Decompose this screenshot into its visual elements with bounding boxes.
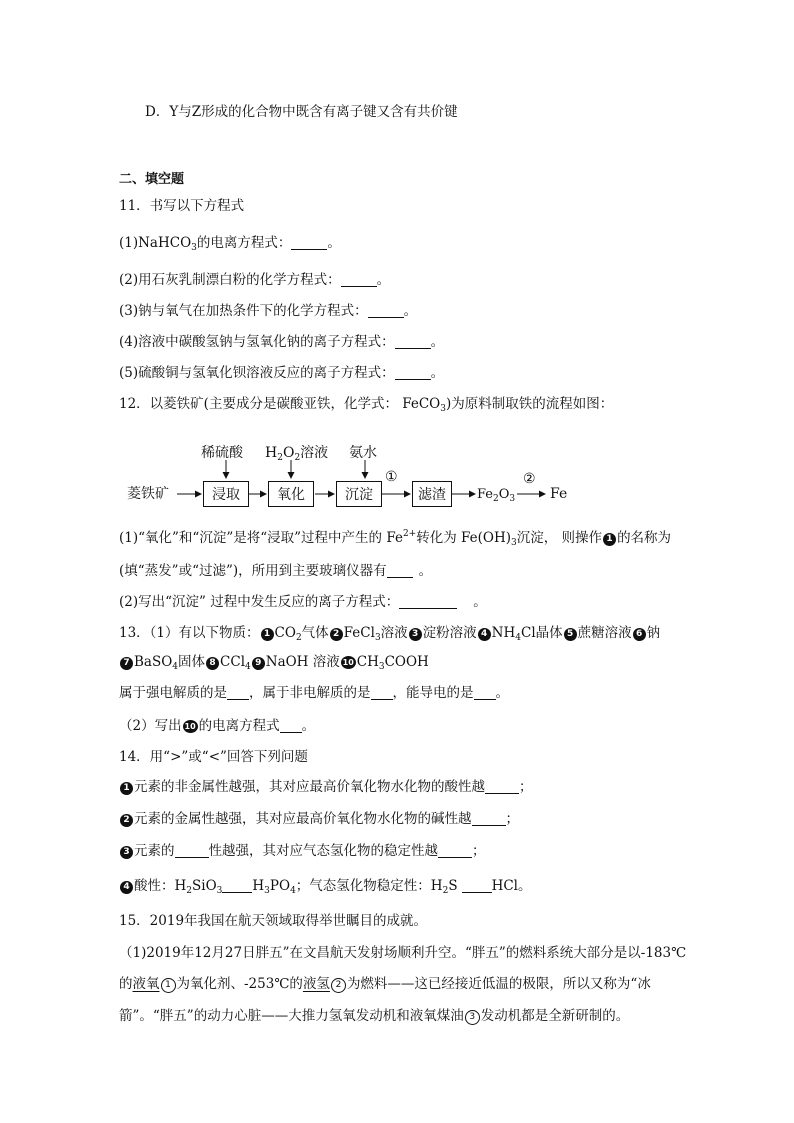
q13-substances-line2: 7 BaSO$_4$固体 8 CCl$_4$ 9 NaOH 溶液 10 $CH_3COOH$ <box>119 652 429 672</box>
q14-title: 14．用“>”或“<”回答下列问题 <box>119 749 308 765</box>
process-flow-diagram <box>125 440 585 510</box>
q11-item-3: (3)钠与氧气在加热条件下的化学方程式： 。 <box>119 303 418 319</box>
answer-blank[interactable] <box>462 878 492 893</box>
q15-line1: （1)2019年12月27日胖五”在文昌航天发射场顺利升空。“胖五”的燃料系统大部分是以-183℃ <box>119 945 687 961</box>
q11-item-5: (5)硫酸铜与氢氧化钡溶液反应的离子方程式： 。 <box>119 365 445 381</box>
box-precipitation: 沉淀 <box>336 481 382 507</box>
answer-blank[interactable] <box>222 878 252 893</box>
q15-line3: 箭”。“胖五”的动力心脏——大推力氢氧发动机和液氧煤油 3 发动机都是全新研制的。 <box>119 1008 630 1024</box>
q11-item-2: (2)用石灰乳制漂白粉的化学方程式： 。 <box>119 272 391 288</box>
reagent-h2o2-solution: $H_2O_2$溶液 <box>265 445 329 463</box>
answer-blank[interactable] <box>472 811 506 826</box>
answer-blank[interactable] <box>438 843 472 858</box>
answer-blank[interactable] <box>474 685 496 700</box>
section-title: 二、填空题 <box>119 172 185 187</box>
product-fe2o3: $Fe_2O_3$ <box>477 487 516 504</box>
answer-blank[interactable] <box>175 843 209 858</box>
q13-substances-line1: 13．（1）有以下物质： 1 $CO_2$气体 2 FeCl$_3$溶液 3 淀粉溶液 4 $NH_4Cl$晶体 5 蔗糖溶液 6 钠 <box>119 625 661 643</box>
product-fe: Fe <box>550 486 568 502</box>
q11-item-1: (1)NaHCO$_3$的电离方程式： 。 <box>119 235 341 253</box>
q12-part2: (2)写出“沉淀” 过程中发生反应的离子方程式： 。 <box>119 594 487 610</box>
q14-line2: 2 元素的金属性越强，其对应最高价氧化物水化物的碱性越 ； <box>119 809 519 829</box>
q15-line2: 的液氧 1 为氧化剂、-253℃的液氢 2 为燃料——这已经接近低温的极限，所以又称为“冰 <box>119 976 651 992</box>
answer-blank[interactable] <box>485 779 519 794</box>
q11-item-4: (4)溶液中碳酸氢钠与氢氧化钠的离子方程式： 。 <box>119 334 445 350</box>
answer-blank[interactable] <box>227 685 249 700</box>
q12-part1-line2: (填“蒸发”或“过滤”)，所用到主要玻璃仪器有 。 <box>119 563 433 579</box>
q13-part2: （2）写出 10 的电离方程式 。 <box>119 718 316 734</box>
step-2-label: ② <box>523 471 536 487</box>
q14-line1: 1 元素的非金属性越强，其对应最高价氧化物水化物的酸性越 ； <box>119 777 533 797</box>
box-residue: 滤渣 <box>412 481 452 507</box>
step-1-label: ① <box>385 469 398 485</box>
answer-blank[interactable] <box>371 685 393 700</box>
option-d: D．Y与Z形成的化合物中既含有离子键又含有共价键 <box>145 104 458 120</box>
answer-blank[interactable] <box>395 365 431 380</box>
q11-title: 11．书写以下方程式 <box>119 198 245 214</box>
answer-blank[interactable] <box>341 272 377 287</box>
q15-title: 15．2019年我国在航天领域取得举世瞩目的成就。 <box>119 913 428 929</box>
reagent-dilute-sulfuric-acid: 稀硫酸 <box>201 445 243 461</box>
q12-part1-line1: (1)“氧化”和“沉淀”是将“浸取”过程中产生的 $Fe^{2+}$转化为 $Fe(OH)_3$沉淀， 则操作 1 的名称为 <box>119 529 672 548</box>
q13-question: 属于强电解质的是 ，属于非电解质的是 ，能导电的是 。 <box>119 685 509 701</box>
answer-blank[interactable] <box>387 563 413 578</box>
q14-line3: 3 元素的 性越强，其对应气态氢化物的稳定性越 ； <box>119 841 486 861</box>
q14-line4: 4 酸性：$H_2SiO_3$ $H_3PO_4$；气态氢化物稳定性：$H_2S$ HCl。 <box>119 876 531 896</box>
answer-blank[interactable] <box>280 718 302 733</box>
box-oxidation: 氧化 <box>268 481 314 507</box>
start-material: 菱铁矿 <box>127 486 169 502</box>
answer-blank[interactable] <box>395 334 431 349</box>
answer-blank[interactable] <box>368 303 404 318</box>
box-leaching: 浸取 <box>203 481 249 507</box>
answer-blank[interactable] <box>291 235 327 250</box>
q12-title: 12．以菱铁矿(主要成分是碳酸亚铁，化学式： FeCO$_3$)为原料制取铁的流程如图： <box>119 396 614 414</box>
reagent-ammonia-water: 氨水 <box>349 445 377 461</box>
answer-blank[interactable] <box>399 594 457 609</box>
